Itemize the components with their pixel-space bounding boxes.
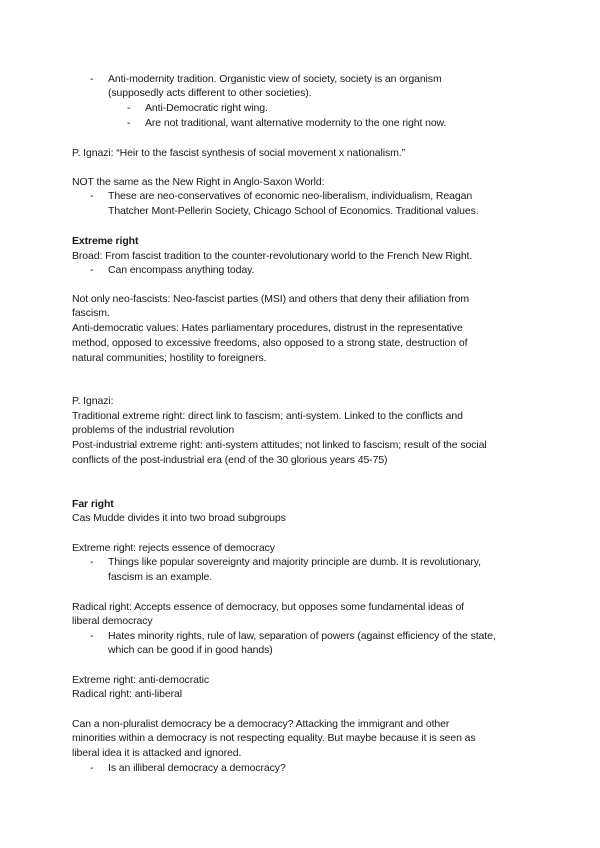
paragraph: minorities within a democracy is not respecting equality. But maybe because it is seen as	[72, 732, 476, 744]
paragraph: P. Ignazi:	[72, 395, 114, 407]
paragraph: Post-industrial extreme right: anti-system attitudes; not linked to fascism; result of the social	[72, 439, 487, 451]
section-heading: Extreme right	[72, 235, 139, 247]
paragraph: liberal idea it is attacked and ignored.	[72, 747, 242, 759]
section-heading: Far right	[72, 498, 114, 510]
sub-bullet-text: Are not traditional, want alternative modernity to the one right now.	[145, 117, 447, 129]
bullet-dash: -	[90, 556, 94, 568]
paragraph: NOT the same as the New Right in Anglo-Saxon World:	[72, 176, 325, 188]
paragraph: Cas Mudde divides it into two broad subgroups	[72, 512, 286, 524]
paragraph: problems of the industrial revolution	[72, 424, 235, 436]
bullet-text: Anti-modernity tradition. Organistic view of society, society is an organism	[108, 73, 442, 85]
bullet-text: fascism is an example.	[108, 571, 213, 583]
paragraph: Extreme right: anti-democratic	[72, 674, 210, 686]
paragraph: Broad: From fascist tradition to the counter-revolutionary world to the French New Right.	[72, 250, 473, 262]
sub-bullet-text: Anti-Democratic right wing.	[145, 102, 268, 114]
bullet-dash: -	[90, 264, 94, 276]
bullet-dash: -	[90, 630, 94, 642]
bullet-text: Is an illiberal democracy a democracy?	[108, 762, 286, 774]
paragraph: Traditional extreme right: direct link to fascism; anti-system. Linked to the conflicts and	[72, 410, 463, 422]
bullet-text: Things like popular sovereignty and majority principle are dumb. It is revolutionary,	[108, 556, 481, 568]
paragraph: Radical right: anti-liberal	[72, 688, 182, 700]
sub-bullet-dash: -	[127, 117, 131, 129]
paragraph: Not only neo-fascists: Neo-fascist parties (MSI) and others that deny their afiliation from	[72, 293, 470, 305]
paragraph: Can a non-pluralist democracy be a democracy? Attacking the immigrant and other	[72, 718, 450, 730]
paragraph: liberal democracy	[72, 615, 153, 627]
bullet-text: Thatcher Mont-Pellerin Society, Chicago School of Economics. Traditional values.	[108, 205, 479, 217]
quote-paragraph: P. Ignazi: “Heir to the fascist synthesis of social movement x nationalism.”	[72, 147, 406, 159]
sub-bullet-dash: -	[127, 102, 131, 114]
bullet-dash: -	[90, 73, 94, 85]
paragraph: method, opposed to excessive freedoms, also opposed to a strong state, destruction of	[72, 337, 468, 349]
bullet-text: Can encompass anything today.	[108, 264, 255, 276]
paragraph: Extreme right: rejects essence of democracy	[72, 542, 275, 554]
bullet-text: Hates minority rights, rule of law, separation of powers (against efficiency of the state,	[108, 630, 496, 642]
bullet-dash: -	[90, 762, 94, 774]
paragraph: Anti-democratic values: Hates parliamentary procedures, distrust in the representative	[72, 322, 463, 334]
paragraph: natural communities; hostility to foreigners.	[72, 352, 267, 364]
paragraph: Radical right: Accepts essence of democracy, but opposes some fundamental ideas of	[72, 601, 464, 613]
paragraph: fascism.	[72, 307, 110, 319]
paragraph: conflicts of the post-industrial era (end of the 30 glorious years 45-75)	[72, 454, 388, 466]
bullet-dash: -	[90, 190, 94, 202]
bullet-text: (supposedly acts different to other societies).	[108, 87, 312, 99]
bullet-text: which can be good if in good hands)	[108, 644, 273, 656]
bullet-text: These are neo-conservatives of economic neo-liberalism, individualism, Reagan	[108, 190, 473, 202]
